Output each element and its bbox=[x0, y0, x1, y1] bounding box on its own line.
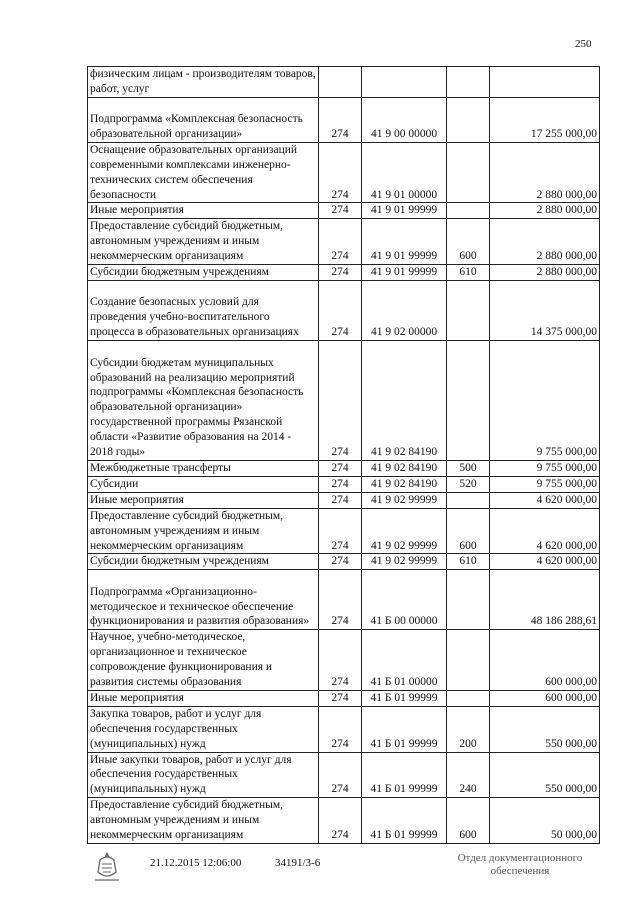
table-row bbox=[88, 340, 600, 460]
row-dept-cell: 274 bbox=[319, 476, 362, 492]
row-dept-cell: 274 bbox=[319, 97, 362, 142]
row-code-cell: 41 Б 01 99999 bbox=[362, 706, 447, 752]
row-type-cell: 520 bbox=[447, 476, 490, 492]
row-dept-cell bbox=[319, 67, 362, 98]
row-code-cell: 41 9 02 00000 bbox=[362, 280, 447, 340]
row-name-cell: Предоставление субсидий бюджетным, автономным учреждениям и иным некоммерческим организациям bbox=[88, 798, 319, 844]
table-row bbox=[88, 460, 600, 476]
table-row bbox=[88, 630, 600, 691]
row-sum-cell: 2 880 000,00 bbox=[490, 265, 600, 281]
row-dept-cell: 274 bbox=[319, 752, 362, 798]
table-row bbox=[88, 570, 600, 630]
row-type-cell bbox=[447, 690, 490, 706]
row-type-cell: 610 bbox=[447, 554, 490, 570]
row-name-cell: Научное, учебно-методическое, организационное и техническое сопровождение функционирования и развития системы образования bbox=[88, 630, 319, 691]
row-type-cell bbox=[447, 492, 490, 508]
row-sum-cell: 14 375 000,00 bbox=[490, 280, 600, 340]
table-row bbox=[88, 690, 600, 706]
row-sum-cell: 4 620 000,00 bbox=[490, 554, 600, 570]
row-dept-cell: 274 bbox=[319, 219, 362, 265]
table-row bbox=[88, 706, 600, 752]
row-dept-cell: 274 bbox=[319, 570, 362, 630]
row-sum-cell: 17 255 000,00 bbox=[490, 97, 600, 142]
row-name-cell: физическим лицам - производителям товаров, работ, услуг bbox=[88, 67, 319, 98]
row-code-cell bbox=[362, 67, 447, 98]
row-name-cell: Субсидии bbox=[88, 476, 319, 492]
row-type-cell: 600 bbox=[447, 508, 490, 554]
row-name-cell: Подпрограмма «Комплексная безопасность образовательной организации» bbox=[88, 97, 319, 142]
row-code-cell: 41 9 01 99999 bbox=[362, 203, 447, 219]
row-type-cell bbox=[447, 203, 490, 219]
row-dept-cell: 274 bbox=[319, 340, 362, 460]
row-name-cell: Субсидии бюджетным учреждениям bbox=[88, 554, 319, 570]
row-dept-cell: 274 bbox=[319, 280, 362, 340]
row-name-cell: Иные мероприятия bbox=[88, 690, 319, 706]
budget-table-body bbox=[88, 67, 600, 844]
row-sum-cell: 2 880 000,00 bbox=[490, 219, 600, 265]
row-type-cell: 200 bbox=[447, 706, 490, 752]
table-row bbox=[88, 265, 600, 281]
row-dept-cell: 274 bbox=[319, 508, 362, 554]
row-code-cell: 41 Б 01 99999 bbox=[362, 798, 447, 844]
row-type-cell: 500 bbox=[447, 460, 490, 476]
table-row bbox=[88, 554, 600, 570]
row-code-cell: 41 9 01 99999 bbox=[362, 219, 447, 265]
row-code-cell: 41 9 02 84190 bbox=[362, 476, 447, 492]
row-type-cell bbox=[447, 280, 490, 340]
row-sum-cell: 2 880 000,00 bbox=[490, 203, 600, 219]
footer-date: 21.12.2015 12:06:00 bbox=[150, 857, 242, 869]
row-sum-cell bbox=[490, 67, 600, 98]
table-row bbox=[88, 67, 600, 98]
footer-department-stamp: Отдел документационного обеспечения bbox=[457, 852, 583, 877]
row-sum-cell: 4 620 000,00 bbox=[490, 508, 600, 554]
row-name-cell: Иные мероприятия bbox=[88, 203, 319, 219]
table-row bbox=[88, 752, 600, 798]
row-name-cell: Оснащение образовательных организаций современными комплексами инженерно-технических систем обеспечения безопасности bbox=[88, 142, 319, 203]
row-name-cell: Закупка товаров, работ и услуг для обеспечения государственных (муниципальных) нужд bbox=[88, 706, 319, 752]
row-sum-cell: 550 000,00 bbox=[490, 752, 600, 798]
row-type-cell: 600 bbox=[447, 798, 490, 844]
row-name-cell: Предоставление субсидий бюджетным, автономным учреждениям и иным некоммерческим организациям bbox=[88, 508, 319, 554]
row-name-cell: Субсидии бюджетам муниципальных образований на реализацию мероприятий подпрограммы «Комплексная безопасность образовательной организации» государственной программы Рязанской области «Развитие образования на 2014 - 2018 годы» bbox=[88, 340, 319, 460]
row-dept-cell: 274 bbox=[319, 203, 362, 219]
row-name-cell: Создание безопасных условий для проведения учебно-воспитательного процесса в образовательных организациях bbox=[88, 280, 319, 340]
row-code-cell: 41 9 02 84190 bbox=[362, 340, 447, 460]
row-code-cell: 41 9 00 00000 bbox=[362, 97, 447, 142]
row-type-cell bbox=[447, 630, 490, 691]
row-dept-cell: 274 bbox=[319, 265, 362, 281]
row-dept-cell: 274 bbox=[319, 630, 362, 691]
row-code-cell: 41 Б 01 00000 bbox=[362, 630, 447, 691]
row-name-cell: Межбюджетные трансферты bbox=[88, 460, 319, 476]
row-code-cell: 41 Б 01 99999 bbox=[362, 690, 447, 706]
row-type-cell: 240 bbox=[447, 752, 490, 798]
table-row bbox=[88, 203, 600, 219]
row-sum-cell: 2 880 000,00 bbox=[490, 142, 600, 203]
row-code-cell: 41 Б 01 99999 bbox=[362, 752, 447, 798]
row-type-cell bbox=[447, 142, 490, 203]
table-row bbox=[88, 97, 600, 142]
row-dept-cell: 274 bbox=[319, 798, 362, 844]
row-dept-cell: 274 bbox=[319, 142, 362, 203]
row-name-cell: Иные мероприятия bbox=[88, 492, 319, 508]
row-sum-cell: 600 000,00 bbox=[490, 630, 600, 691]
row-type-cell bbox=[447, 97, 490, 142]
row-code-cell: 41 9 01 99999 bbox=[362, 265, 447, 281]
footer-doc-number: 34191/3-6 bbox=[275, 857, 321, 869]
row-type-cell bbox=[447, 67, 490, 98]
row-code-cell: 41 9 02 84190 bbox=[362, 460, 447, 476]
row-sum-cell: 9 755 000,00 bbox=[490, 340, 600, 460]
row-type-cell bbox=[447, 340, 490, 460]
row-sum-cell: 9 755 000,00 bbox=[490, 476, 600, 492]
row-type-cell bbox=[447, 570, 490, 630]
row-dept-cell: 274 bbox=[319, 460, 362, 476]
row-sum-cell: 50 000,00 bbox=[490, 798, 600, 844]
row-dept-cell: 274 bbox=[319, 554, 362, 570]
row-sum-cell: 600 000,00 bbox=[490, 690, 600, 706]
row-name-cell: Подпрограмма «Организационно-методическое и техническое обеспечение функционирования и развития образования» bbox=[88, 570, 319, 630]
table-row bbox=[88, 492, 600, 508]
budget-table bbox=[87, 66, 600, 844]
row-type-cell: 610 bbox=[447, 265, 490, 281]
row-type-cell: 600 bbox=[447, 219, 490, 265]
row-name-cell: Субсидии бюджетным учреждениям bbox=[88, 265, 319, 281]
row-name-cell: Иные закупки товаров, работ и услуг для обеспечения государственных (муниципальных) нужд bbox=[88, 752, 319, 798]
table-row bbox=[88, 219, 600, 265]
row-code-cell: 41 9 02 99999 bbox=[362, 508, 447, 554]
page-number: 250 bbox=[575, 38, 592, 50]
row-code-cell: 41 9 01 00000 bbox=[362, 142, 447, 203]
row-sum-cell: 9 755 000,00 bbox=[490, 460, 600, 476]
table-row bbox=[88, 142, 600, 203]
row-sum-cell: 48 186 288,61 bbox=[490, 570, 600, 630]
row-sum-cell: 550 000,00 bbox=[490, 706, 600, 752]
row-code-cell: 41 9 02 99999 bbox=[362, 492, 447, 508]
table-row bbox=[88, 798, 600, 844]
table-row bbox=[88, 476, 600, 492]
row-code-cell: 41 Б 00 00000 bbox=[362, 570, 447, 630]
row-dept-cell: 274 bbox=[319, 690, 362, 706]
row-sum-cell: 4 620 000,00 bbox=[490, 492, 600, 508]
emblem-stamp-icon bbox=[92, 850, 122, 884]
table-row bbox=[88, 508, 600, 554]
row-dept-cell: 274 bbox=[319, 706, 362, 752]
row-dept-cell: 274 bbox=[319, 492, 362, 508]
row-code-cell: 41 9 02 99999 bbox=[362, 554, 447, 570]
row-name-cell: Предоставление субсидий бюджетным, автономным учреждениям и иным некоммерческим организациям bbox=[88, 219, 319, 265]
table-row bbox=[88, 280, 600, 340]
